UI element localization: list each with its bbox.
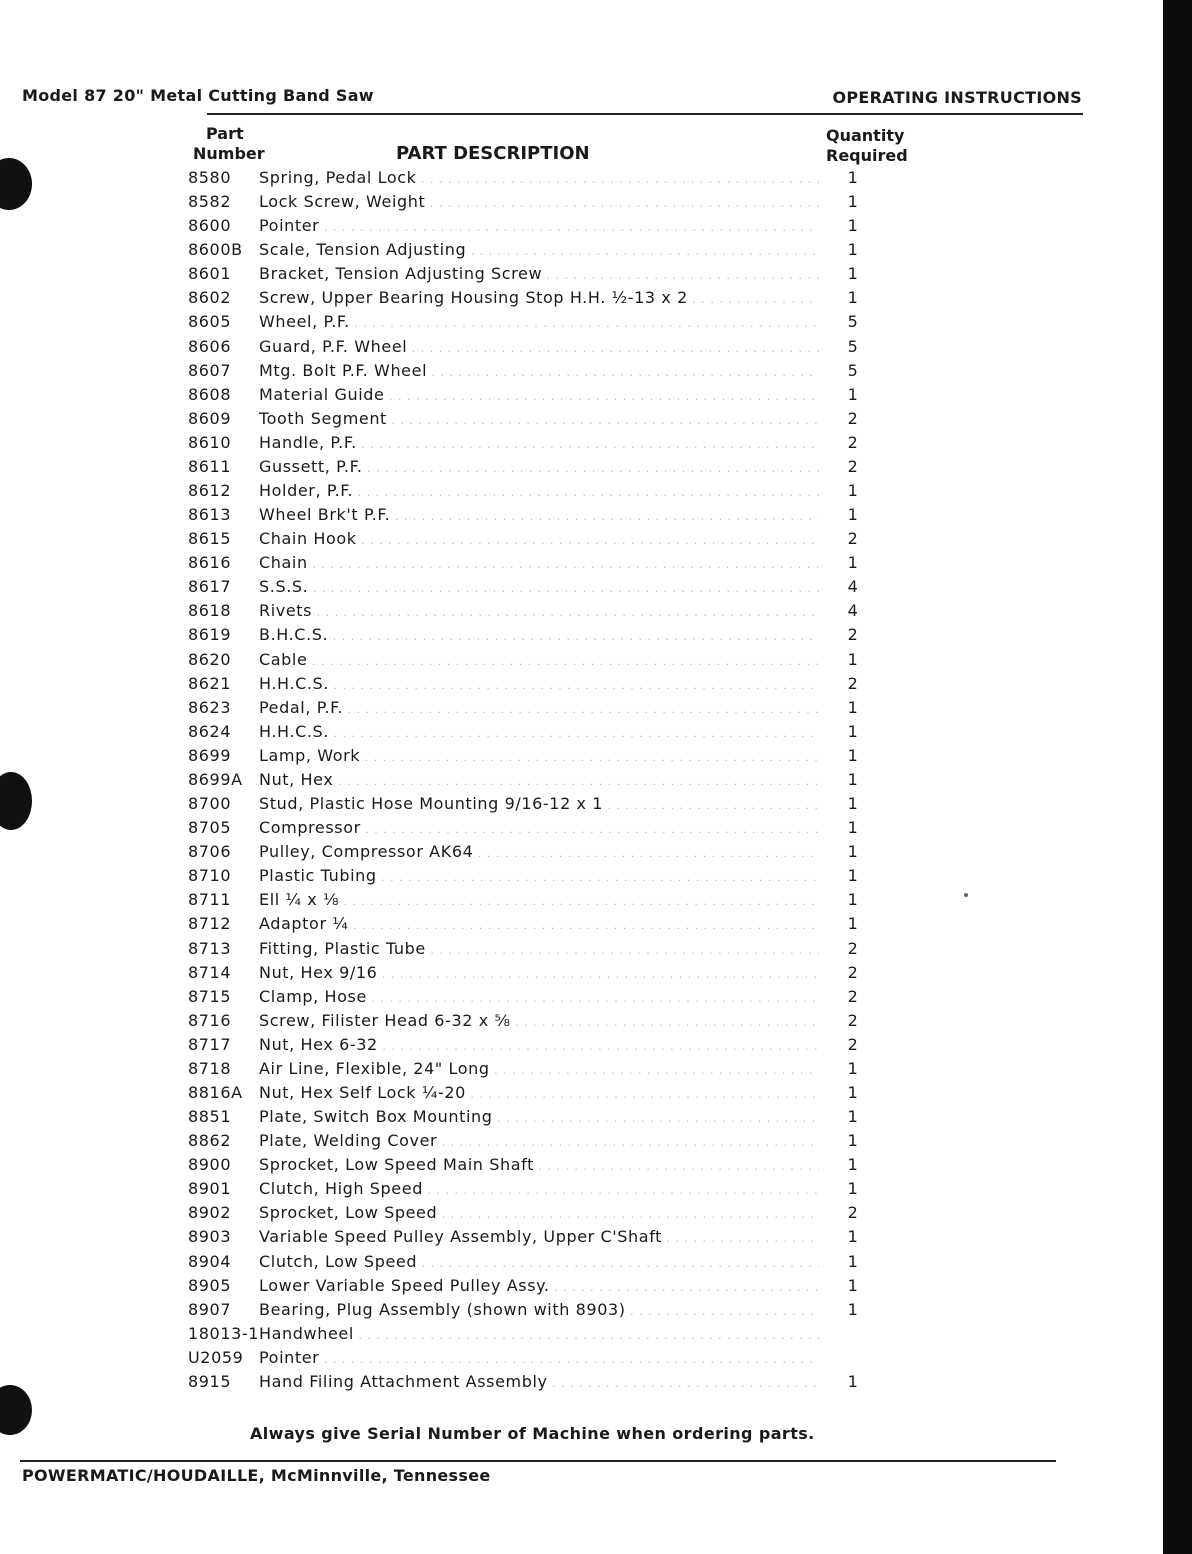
part-row — [188, 503, 888, 527]
page-edge-shadow — [1163, 0, 1192, 1554]
qty-header-line2: Required — [826, 146, 908, 165]
part-row — [188, 1129, 888, 1153]
part-description: Clutch, Low Speed . . . — [259, 1250, 819, 1276]
part-description: Spring, Pedal Lock . . . — [259, 166, 819, 192]
paper-speck — [964, 893, 968, 897]
part-quantity: 1 — [847, 890, 859, 910]
page-header — [22, 86, 1082, 110]
part-quantity: 1 — [847, 1227, 859, 1247]
part-row — [188, 1177, 888, 1201]
part-row — [188, 214, 888, 238]
part-quantity: 1 — [847, 240, 859, 260]
part-number: 8712 — [188, 914, 232, 934]
part-row — [188, 768, 888, 792]
part-row — [188, 166, 888, 190]
part-description: Sprocket, Low Speed . . . — [259, 1201, 819, 1227]
part-quantity: 1 — [847, 1107, 859, 1127]
part-description: Wheel, P.F. . . . — [259, 310, 819, 336]
part-number: 8605 — [188, 312, 232, 332]
part-description: Holder, P.F. . . . — [259, 479, 819, 505]
part-number: 8624 — [188, 721, 232, 741]
part-row — [188, 1033, 888, 1057]
part-row — [188, 864, 888, 888]
part-row — [188, 623, 888, 647]
part-number: 8900 — [188, 1155, 232, 1175]
part-number: 8580 — [188, 168, 232, 187]
part-number: 8601 — [188, 264, 232, 284]
part-number: 8608 — [188, 384, 232, 404]
binder-hole — [0, 158, 32, 210]
part-description: Air Line, Flexible, 24" Long . . . — [259, 1057, 819, 1083]
company-footer: POWERMATIC/HOUDAILLE, McMinnville, Tennessee — [22, 1466, 491, 1485]
part-number: 8611 — [188, 456, 232, 476]
part-row — [188, 383, 888, 407]
part-number: 8901 — [188, 1179, 232, 1199]
part-description: Ell ¼ x ⅛ . . . — [259, 888, 819, 914]
part-quantity: 1 — [847, 481, 859, 501]
part-quantity: 2 — [847, 408, 859, 428]
part-description: Plate, Switch Box Mounting . . . — [259, 1105, 819, 1131]
part-row — [188, 961, 888, 985]
part-number: 8600 — [188, 216, 232, 236]
part-description: Compressor . . . — [259, 816, 819, 842]
part-description: Sprocket, Low Speed Main Shaft . . . — [259, 1153, 819, 1179]
part-row — [188, 238, 888, 262]
part-number: 8699A — [188, 769, 243, 789]
part-description: Chain . . . — [259, 551, 819, 577]
part-quantity: 1 — [847, 168, 859, 187]
part-row — [188, 286, 888, 310]
part-number: 8915 — [188, 1371, 232, 1391]
part-description: Rivets . . . — [259, 599, 819, 625]
part-quantity: 1 — [847, 842, 859, 862]
part-quantity: 5 — [847, 336, 859, 356]
part-description: Nut, Hex Self Lock ¼-20 . . . — [259, 1081, 819, 1107]
part-row — [188, 696, 888, 720]
part-description: Plastic Tubing . . . — [259, 864, 819, 890]
part-number: 8903 — [188, 1227, 232, 1247]
part-row — [188, 1322, 888, 1346]
part-row — [188, 431, 888, 455]
part-quantity: 1 — [847, 553, 859, 573]
part-number: 8615 — [188, 529, 232, 549]
part-quantity: 1 — [847, 1371, 859, 1391]
part-number: U2059 — [188, 1347, 244, 1367]
part-number: 8715 — [188, 986, 232, 1006]
part-number: 8612 — [188, 481, 232, 501]
part-quantity: 2 — [847, 962, 859, 982]
part-number: 8713 — [188, 938, 232, 958]
part-number: 8705 — [188, 818, 232, 838]
part-description: Handwheel . . . — [259, 1322, 819, 1348]
part-quantity: 1 — [847, 818, 859, 838]
part-quantity: 1 — [847, 288, 859, 308]
part-quantity: 1 — [847, 1251, 859, 1271]
part-description: Chain Hook . . . — [259, 527, 819, 553]
part-quantity: 1 — [847, 745, 859, 765]
ordering-note: Always give Serial Number of Machine when ordering parts. — [250, 1424, 815, 1443]
part-description: Gussett, P.F. . . . — [259, 455, 819, 481]
part-row — [188, 912, 888, 936]
section-title: OPERATING INSTRUCTIONS — [832, 88, 1082, 107]
part-row — [188, 985, 888, 1009]
part-quantity: 2 — [847, 1010, 859, 1030]
part-row — [188, 1105, 888, 1129]
part-description: Stud, Plastic Hose Mounting 9/16-12 x 1 . . . — [259, 792, 819, 818]
part-row — [188, 648, 888, 672]
part-row — [188, 720, 888, 744]
part-row — [188, 527, 888, 551]
part-quantity: 1 — [847, 384, 859, 404]
part-description: H.H.C.S. . . . — [259, 720, 819, 746]
part-number: 8716 — [188, 1010, 232, 1030]
part-quantity: 1 — [847, 1058, 859, 1078]
part-quantity: 1 — [847, 697, 859, 717]
part-quantity: 2 — [847, 432, 859, 452]
part-number: 8700 — [188, 794, 232, 814]
part-description: Nut, Hex . . . — [259, 768, 819, 794]
part-number: 8717 — [188, 1034, 232, 1054]
part-number: 8582 — [188, 192, 232, 212]
part-quantity: 1 — [847, 769, 859, 789]
part-description: Handle, P.F. . . . — [259, 431, 819, 457]
part-description: Nut, Hex 6-32 . . . — [259, 1033, 819, 1059]
part-row — [188, 407, 888, 431]
part-row — [188, 1274, 888, 1298]
part-quantity: 1 — [847, 216, 859, 236]
part-description: Nut, Hex 9/16 . . . — [259, 961, 819, 987]
part-number: 8607 — [188, 360, 232, 380]
part-quantity: 1 — [847, 649, 859, 669]
part-header-line1: Part — [206, 124, 244, 143]
part-row — [188, 335, 888, 359]
part-number: 8862 — [188, 1131, 232, 1151]
part-description: Wheel Brk't P.F. . . . — [259, 503, 819, 529]
part-description: Bracket, Tension Adjusting Screw . . . — [259, 262, 819, 288]
part-quantity: 1 — [847, 914, 859, 934]
part-row — [188, 575, 888, 599]
part-number: 8711 — [188, 890, 232, 910]
model-title: Model 87 20" Metal Cutting Band Saw — [22, 86, 374, 105]
part-description: Lower Variable Speed Pulley Assy. . . . — [259, 1274, 819, 1300]
part-quantity: 2 — [847, 673, 859, 693]
part-description: Mtg. Bolt P.F. Wheel . . . — [259, 359, 819, 385]
part-description: Pointer . . . — [259, 1346, 819, 1372]
part-quantity: 1 — [847, 721, 859, 741]
part-number: 8907 — [188, 1299, 232, 1319]
part-description: Cable . . . — [259, 648, 819, 674]
part-number: 8606 — [188, 336, 232, 356]
part-quantity: 5 — [847, 312, 859, 332]
part-row — [188, 1346, 888, 1370]
part-row — [188, 551, 888, 575]
part-row — [188, 455, 888, 479]
part-quantity: 1 — [847, 505, 859, 525]
part-description: Pointer . . . — [259, 214, 819, 240]
part-description: Lamp, Work . . . — [259, 744, 819, 770]
part-description: Material Guide . . . — [259, 383, 819, 409]
part-number: 8623 — [188, 697, 232, 717]
part-number: 8613 — [188, 505, 232, 525]
part-row — [188, 1009, 888, 1033]
part-quantity: 1 — [847, 1275, 859, 1295]
part-number: 8619 — [188, 625, 232, 645]
part-number: 8710 — [188, 866, 232, 886]
part-number: 8714 — [188, 962, 232, 982]
part-number: 8851 — [188, 1107, 232, 1127]
part-description: Clamp, Hose . . . — [259, 985, 819, 1011]
part-row — [188, 262, 888, 286]
part-quantity: 1 — [847, 1131, 859, 1151]
part-row — [188, 840, 888, 864]
part-row — [188, 1057, 888, 1081]
description-column-header: PART DESCRIPTION — [396, 143, 590, 164]
part-description: Variable Speed Pulley Assembly, Upper C'Shaft . . . — [259, 1225, 819, 1251]
part-row — [188, 744, 888, 768]
part-number: 18013-1 — [188, 1323, 260, 1343]
part-description: Tooth Segment . . . — [259, 407, 819, 433]
part-quantity: 4 — [847, 577, 859, 597]
part-number: 8618 — [188, 601, 232, 621]
qty-header-line1: Quantity — [826, 126, 905, 145]
part-row — [188, 599, 888, 623]
part-number: 8905 — [188, 1275, 232, 1295]
parts-list — [188, 166, 888, 1394]
part-description: Scale, Tension Adjusting . . . — [259, 238, 819, 264]
part-number: 8904 — [188, 1251, 232, 1271]
part-quantity: 1 — [847, 192, 859, 212]
part-number: 8602 — [188, 288, 232, 308]
header-rule — [207, 113, 1083, 115]
part-description: Pedal, P.F. . . . — [259, 696, 819, 722]
part-row — [188, 1225, 888, 1249]
part-row — [188, 792, 888, 816]
part-description: Screw, Filister Head 6-32 x ⅝ . . . — [259, 1009, 819, 1035]
part-description: H.H.C.S. . . . — [259, 672, 819, 698]
part-number: 8706 — [188, 842, 232, 862]
part-number: 8620 — [188, 649, 232, 669]
part-row — [188, 1081, 888, 1105]
part-row — [188, 1370, 888, 1394]
part-row — [188, 672, 888, 696]
part-row — [188, 1250, 888, 1274]
part-description: B.H.C.S. . . . — [259, 623, 819, 649]
part-quantity: 1 — [847, 1082, 859, 1102]
part-number: 8617 — [188, 577, 232, 597]
part-description: Pulley, Compressor AK64 . . . — [259, 840, 819, 866]
part-quantity: 1 — [847, 1299, 859, 1319]
part-number: 8610 — [188, 432, 232, 452]
part-number: 8616 — [188, 553, 232, 573]
part-row — [188, 190, 888, 214]
part-number: 8621 — [188, 673, 232, 693]
part-quantity: 2 — [847, 986, 859, 1006]
part-number: 8718 — [188, 1058, 232, 1078]
part-header-line2: Number — [193, 144, 265, 163]
part-quantity: 1 — [847, 794, 859, 814]
part-row — [188, 1201, 888, 1225]
part-quantity: 2 — [847, 1034, 859, 1054]
part-description: Adaptor ¼ . . . — [259, 912, 819, 938]
part-description: Bearing, Plug Assembly (shown with 8903) . . . — [259, 1298, 819, 1324]
part-number-column-header — [193, 124, 265, 164]
part-quantity: 5 — [847, 360, 859, 380]
part-quantity: 2 — [847, 456, 859, 476]
quantity-column-header — [826, 126, 908, 166]
part-description: Hand Filing Attachment Assembly . . . — [259, 1370, 819, 1396]
part-number: 8816A — [188, 1082, 243, 1102]
part-description: Fitting, Plastic Tube . . . — [259, 937, 819, 963]
part-row — [188, 310, 888, 334]
part-description: Guard, P.F. Wheel . . . — [259, 335, 819, 361]
part-quantity: 1 — [847, 264, 859, 284]
part-quantity: 1 — [847, 1179, 859, 1199]
part-row — [188, 888, 888, 912]
part-quantity: 2 — [847, 938, 859, 958]
part-description: Clutch, High Speed . . . — [259, 1177, 819, 1203]
part-quantity: 4 — [847, 601, 859, 621]
part-row — [188, 479, 888, 503]
footer-rule — [20, 1460, 1056, 1462]
binder-hole — [0, 1385, 32, 1435]
part-row — [188, 1153, 888, 1177]
part-number: 8609 — [188, 408, 232, 428]
part-quantity: 2 — [847, 1203, 859, 1223]
binder-hole — [0, 772, 32, 830]
part-number: 8699 — [188, 745, 232, 765]
part-description: Plate, Welding Cover . . . — [259, 1129, 819, 1155]
part-description: S.S.S. . . . — [259, 575, 819, 601]
part-number: 8902 — [188, 1203, 232, 1223]
part-quantity: 1 — [847, 866, 859, 886]
part-quantity: 2 — [847, 529, 859, 549]
part-description: Lock Screw, Weight . . . — [259, 190, 819, 216]
part-row — [188, 1298, 888, 1322]
part-row — [188, 937, 888, 961]
part-quantity: 1 — [847, 1155, 859, 1175]
part-row — [188, 816, 888, 840]
part-quantity: 2 — [847, 625, 859, 645]
part-row — [188, 359, 888, 383]
part-description: Screw, Upper Bearing Housing Stop H.H. ½-13 x 2 . . . — [259, 286, 819, 312]
part-number: 8600B — [188, 240, 243, 260]
